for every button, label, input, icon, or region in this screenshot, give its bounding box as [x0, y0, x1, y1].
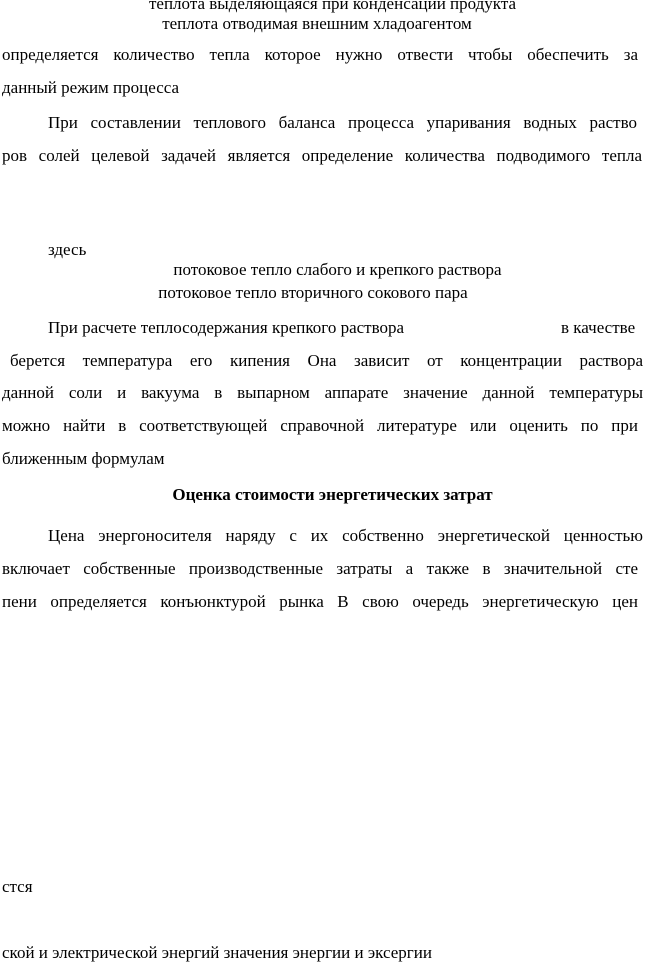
paragraph-line: включает собственные производственные затраты а также в значительной сте	[2, 559, 638, 578]
paragraph-line: ближенным формулам	[2, 449, 165, 468]
paragraph-line: данной соли и вакуума в выпарном аппарате значение данной температуры	[2, 383, 643, 402]
text-line-here: здесь	[48, 240, 87, 259]
text-line-heat-refrigerant: теплота отводимая внешним хладоагентом	[162, 14, 472, 33]
paragraph-line: данный режим процесса	[2, 78, 180, 97]
paragraph-line: Цена энергоносителя наряду с их собственно энергетической ценностью	[48, 526, 643, 545]
paragraph-line: можно найти в соответствующей справочной литературе или оценить по при	[2, 416, 638, 435]
paragraph-line: в качестве	[561, 318, 636, 337]
paragraph-line: берется температура его кипения Она зависит от концентрации раствора	[10, 351, 643, 370]
paragraph-line: ров солей целевой задачей является определение количества подводимого тепла	[2, 146, 642, 165]
text-line-flow-heat-vapor: потоковое тепло вторичного сокового пара	[158, 283, 468, 302]
text-line-flow-heat-solution: потоковое тепло слабого и крепкого раствора	[173, 260, 502, 279]
text-fragment: ской и электрической энергий значения энергии и эксергии	[2, 943, 432, 962]
section-heading: Оценка стоимости энергетических затрат	[172, 485, 493, 504]
text-line-heat-condensation: теплота выделяющаяся при конденсации продукта	[148, 0, 517, 13]
paragraph-line: определяется количество тепла которое нужно отвести чтобы обеспечить за	[2, 45, 638, 64]
paragraph-line: пени определяется конъюнктурой рынка В свою очередь энергетическую цен	[2, 592, 638, 611]
text-fragment: стся	[2, 877, 33, 896]
paragraph-line: При составлении теплового баланса процесса упаривания водных раство	[48, 113, 637, 132]
paragraph-line: При расчете теплосодержания крепкого раствора	[48, 318, 405, 337]
